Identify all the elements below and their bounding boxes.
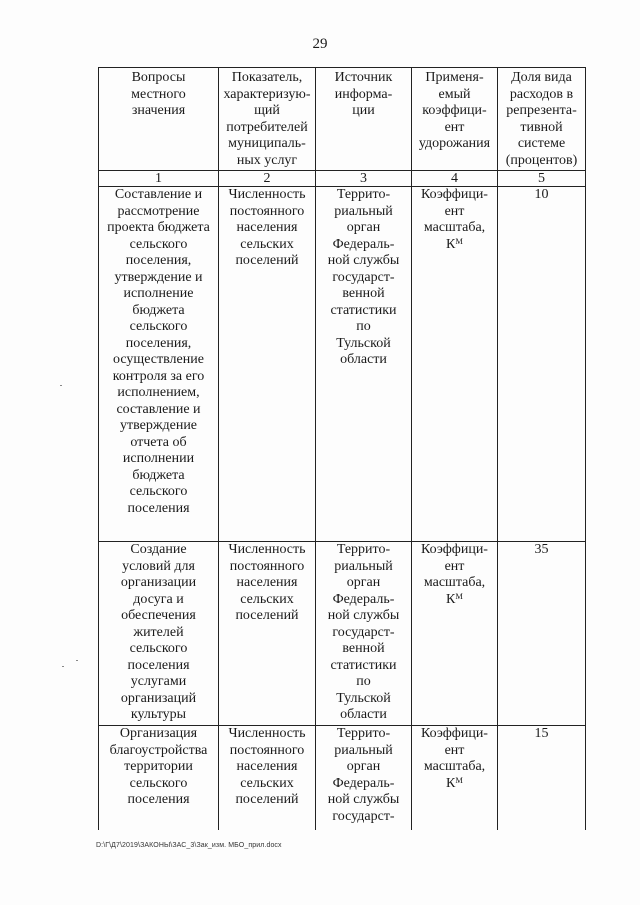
column-number-row <box>99 171 586 187</box>
source-cell: Террито- риальный орган Федераль- ной службы государст- венной статистики по Тульской области <box>316 542 412 726</box>
column-number: 1 <box>99 171 219 187</box>
header-cell: Применя- емый коэффици- ент удорожания <box>412 68 498 171</box>
coefficient-cell: Коэффици- ент масштаба, Кᴹ <box>412 726 498 831</box>
question-cell: Создание условий для организации досуга и обеспечения жителей сельского поселения услугами организаций культуры <box>99 542 219 726</box>
table-row <box>99 542 586 726</box>
share-cell: 35 <box>498 542 586 726</box>
share-cell: 15 <box>498 726 586 831</box>
file-path-footer: D:\Г\Д7\2019\ЗАКОНЫ\ЗАС_3\Зак_изм. МБО_прил.docx <box>96 842 282 849</box>
column-number: 3 <box>316 171 412 187</box>
scan-speck <box>60 385 62 386</box>
column-number: 5 <box>498 171 586 187</box>
header-cell: Вопросы местного значения <box>99 68 219 171</box>
header-cell: Показатель, характеризую- щий потребителей муниципаль- ных услуг <box>219 68 316 171</box>
page-number: 29 <box>312 36 328 52</box>
column-number: 2 <box>219 171 316 187</box>
coefficient-cell: Коэффици- ент масштаба, Кᴹ <box>412 187 498 542</box>
indicator-cell: Численность постоянного населения сельских поселений <box>219 542 316 726</box>
indicator-cell: Численность постоянного населения сельских поселений <box>219 726 316 831</box>
source-cell: Террито- риальный орган Федераль- ной службы государст- <box>316 726 412 831</box>
table-header-row <box>99 68 586 171</box>
source-cell: Террито- риальный орган Федераль- ной службы государст- венной статистики по Тульской области <box>316 187 412 542</box>
share-cell: 10 <box>498 187 586 542</box>
table-row <box>99 187 586 542</box>
scan-speck <box>62 666 64 667</box>
budget-table <box>98 67 586 830</box>
coefficient-cell: Коэффици- ент масштаба, Кᴹ <box>412 542 498 726</box>
table-row <box>99 726 586 831</box>
header-cell: Доля вида расходов в репрезента- тивной системе (процентов) <box>498 68 586 171</box>
column-number: 4 <box>412 171 498 187</box>
scan-speck <box>76 660 78 661</box>
header-cell: Источник информа- ции <box>316 68 412 171</box>
indicator-cell: Численность постоянного населения сельских поселений <box>219 187 316 542</box>
question-cell: Составление и рассмотрение проекта бюджета сельского поселения, утверждение и исполнение бюджета сельского поселения, осуществление контроля за его исполнением, составление и утверждение отчета об исполнении бюджета сельского поселения <box>99 187 219 542</box>
question-cell: Организация благоустройства территории сельского поселения <box>99 726 219 831</box>
